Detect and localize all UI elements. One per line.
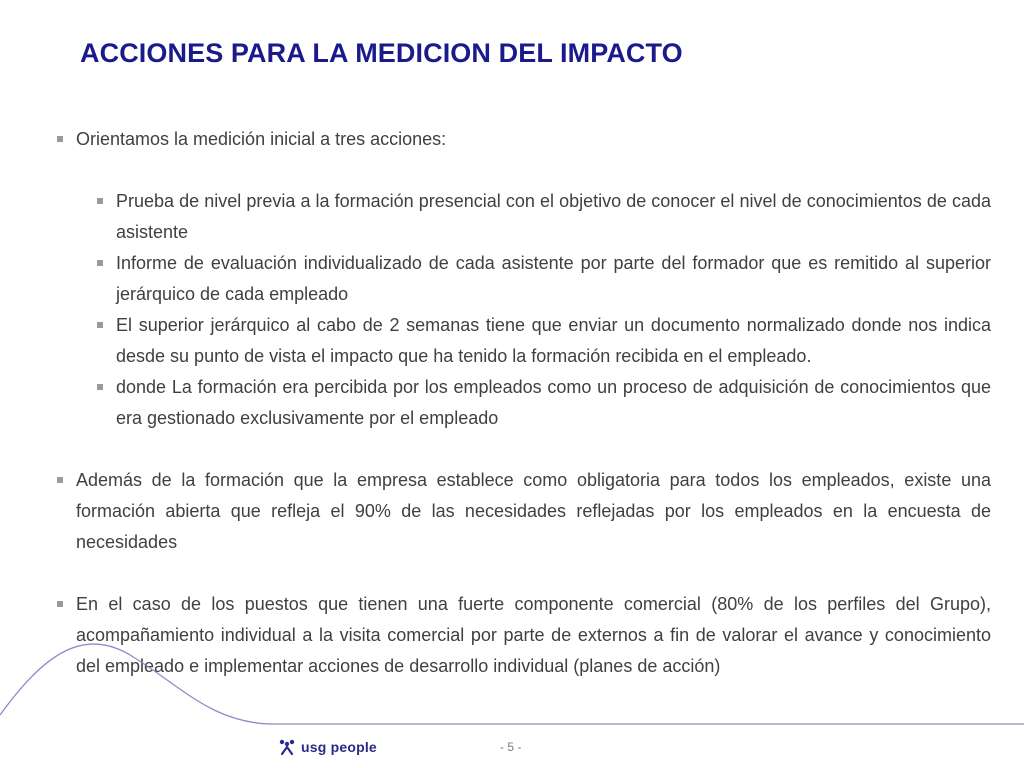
sub-bullet-item <box>95 248 991 310</box>
bullet-item <box>55 465 991 558</box>
slide-title: ACCIONES PARA LA MEDICION DEL IMPACTO <box>80 38 683 68</box>
sub-bullet-item <box>95 372 991 434</box>
bullet-text: donde La formación era percibida por los empleados como un proceso de adquisición de conocimientos que era gestionado exclusivamente por el empleado <box>116 377 991 428</box>
page-number: - 5 - <box>500 740 522 754</box>
bullet-item <box>55 589 991 682</box>
square-bullet-icon <box>57 601 63 607</box>
bullet-item <box>55 124 991 155</box>
logo-text: usg people <box>301 739 377 755</box>
company-logo <box>278 738 377 756</box>
bullet-text: Orientamos la medición inicial a tres acciones: <box>76 129 447 149</box>
square-bullet-icon <box>97 384 103 390</box>
bullet-text: El superior jerárquico al cabo de 2 semanas tiene que enviar un documento normalizado donde nos indica desde su punto de vista el impacto que ha tenido la formación recibida en el empleado. <box>116 315 991 366</box>
spacer <box>55 558 991 589</box>
spacer <box>55 434 991 465</box>
sub-bullet-item <box>95 186 991 248</box>
bullet-text: Además de la formación que la empresa establece como obligatoria para todos los empleados, existe una formación abierta que refleja el 90% de las necesidades reflejadas por los empleados en la encuesta de necesidades <box>76 470 991 552</box>
square-bullet-icon <box>97 322 103 328</box>
slide-content <box>55 124 991 682</box>
bullet-text: En el caso de los puestos que tienen una fuerte componente comercial (80% de los perfiles del Grupo), acompañamiento individual a la visita comercial por parte de externos a fin de valorar el avance y conocimiento del empleado e implementar acciones de desarrollo individual (planes de acción) <box>76 594 991 676</box>
square-bullet-icon <box>57 136 63 142</box>
usg-people-logo-icon <box>278 738 296 756</box>
square-bullet-icon <box>57 477 63 483</box>
bullet-text: Informe de evaluación individualizado de cada asistente por parte del formador que es remitido al superior jerárquico de cada empleado <box>116 253 991 304</box>
square-bullet-icon <box>97 260 103 266</box>
square-bullet-icon <box>97 198 103 204</box>
bullet-text: Prueba de nivel previa a la formación presencial con el objetivo de conocer el nivel de conocimientos de cada asistente <box>116 191 991 242</box>
spacer <box>55 155 991 186</box>
sub-bullet-item <box>95 310 991 372</box>
